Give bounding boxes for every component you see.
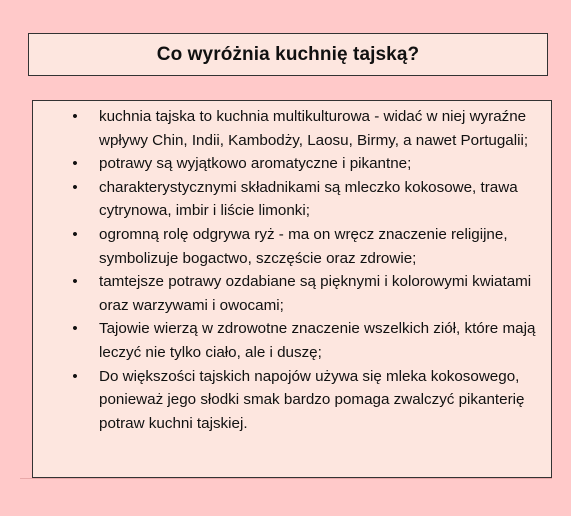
bullet-icon: • xyxy=(72,367,78,385)
bullet-icon: • xyxy=(72,225,78,243)
list-item xyxy=(33,152,541,176)
facts-box xyxy=(32,100,552,478)
list-item xyxy=(33,105,541,152)
list-item xyxy=(33,365,541,436)
list-item-text: tamtejsze potrawy ozdabiane są pięknymi i kolorowymi kwiatami oraz warzywami i owocami; xyxy=(99,273,532,314)
list-item-text: Do większości tajskich napojów używa się mleka kokosowego, ponieważ jego słodki smak bardzo pomaga zwalczyć pikanterię potraw kuchni tajskiej. xyxy=(99,367,525,432)
list-item-text: Tajowie wierzą w zdrowotne znaczenie wszelkich ziół, które mają leczyć nie tylko ciało, ale i duszę; xyxy=(99,320,536,361)
bullet-icon: • xyxy=(72,273,78,291)
bullet-icon: • xyxy=(72,155,78,173)
document-title: Co wyróżnia kuchnię tajską? xyxy=(156,44,420,65)
list-item-text: ogromną rolę odgrywa ryż - ma on wręcz znaczenie religijne, symbolizuje bogactwo, szczęście oraz zdrowie; xyxy=(99,225,508,267)
divider xyxy=(20,478,552,479)
list-item-text: potrawy są wyjątkowo aromatyczne i pikantne; xyxy=(99,155,412,173)
bullet-icon: • xyxy=(72,320,78,338)
list-item xyxy=(33,317,541,364)
bullet-icon: • xyxy=(72,108,78,125)
list-item-text: kuchnia tajska to kuchnia multikulturowa - widać w niej wyraźne wpływy Chin, Indii, Kambodży, Laosu, Birmy, a nawet Portugalii; xyxy=(99,108,529,149)
list-item xyxy=(33,223,541,270)
list-item xyxy=(33,176,541,223)
list-item xyxy=(33,270,541,317)
list-item-text: charakterystycznymi składnikami są mleczko kokosowe, trawa cytrynowa, imbir i liście limonki; xyxy=(99,178,518,220)
title-box xyxy=(28,33,548,76)
bullet-icon: • xyxy=(72,178,78,196)
facts-list xyxy=(33,105,541,435)
